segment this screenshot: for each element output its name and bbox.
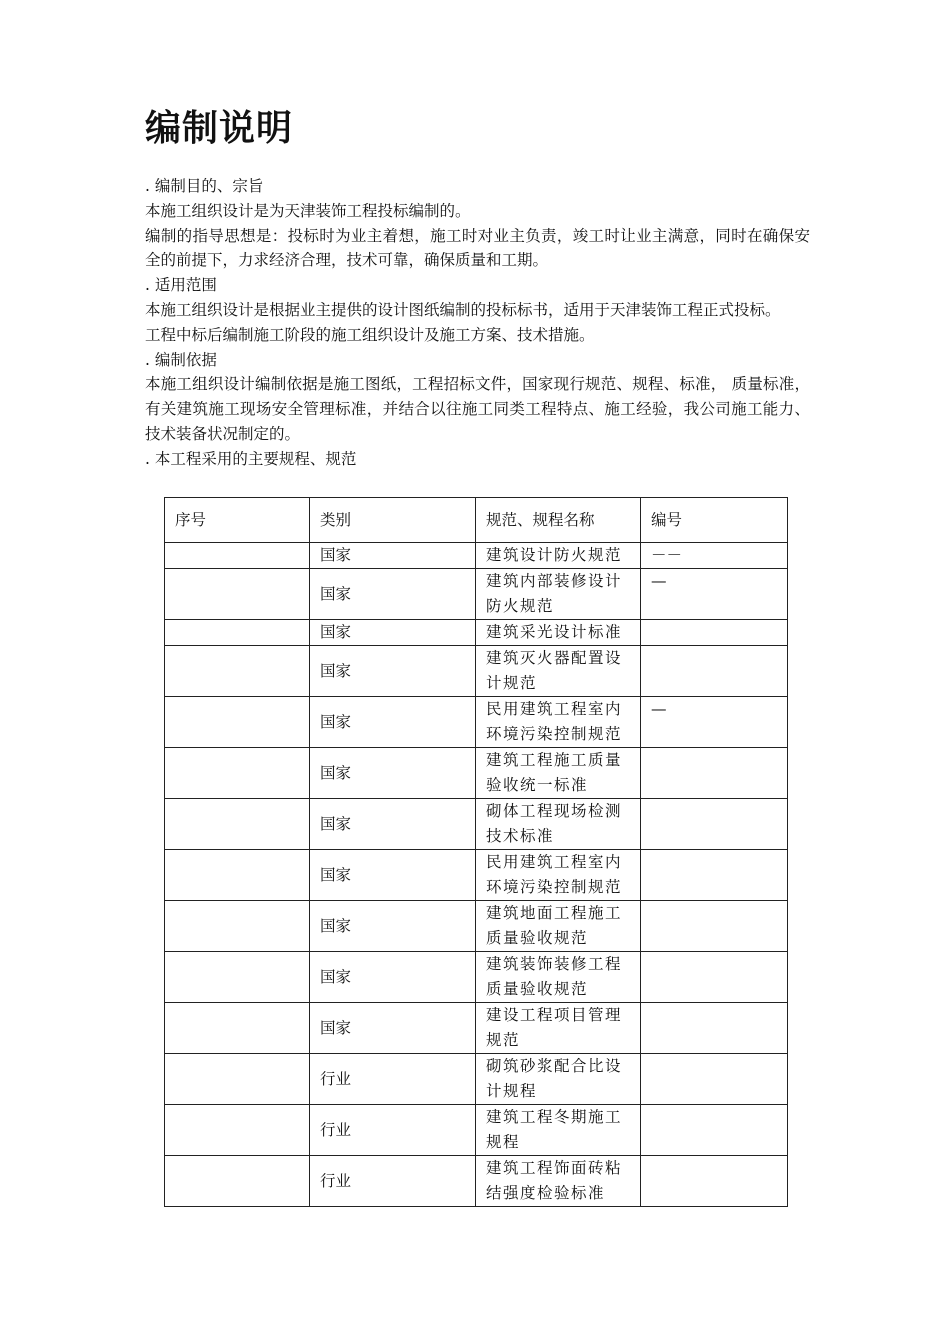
paragraph: 本施工组织设计编制依据是施工图纸，工程招标文件，国家现行规范、规程、标准， 质量标准，有关建筑施工现场安全管理标准，并结合以往施工同类工程特点、施工经验，我公司施工能力、技术装备状况制定的。: [145, 375, 810, 443]
section-heading-standards: . 本工程采用的主要规程、规范: [145, 449, 357, 468]
table-row: [165, 952, 788, 1003]
section-heading-purpose: . 编制目的、宗旨: [145, 177, 264, 195]
cell-category: 行业: [310, 1156, 476, 1207]
cell-name: 建筑灭火器配置设计规范: [476, 646, 641, 697]
cell-code: [641, 901, 788, 952]
cell-name: 建筑采光设计标准: [476, 620, 641, 646]
cell-code: [641, 646, 788, 697]
header-name: 规范、规程名称: [476, 498, 641, 543]
table-row: [165, 1156, 788, 1207]
cell-code: [641, 620, 788, 646]
cell-seq: [165, 1003, 310, 1054]
cell-seq: [165, 1054, 310, 1105]
table-row: [165, 1003, 788, 1054]
cell-seq: [165, 850, 310, 901]
paragraph: 本施工组织设计是根据业主提供的设计图纸编制的投标标书，适用于天津装饰工程正式投标。: [145, 300, 781, 319]
cell-name: 建筑内部装修设计防火规范: [476, 569, 641, 620]
cell-seq: [165, 697, 310, 748]
cell-code: [641, 799, 788, 850]
cell-category: 国家: [310, 952, 476, 1003]
paragraph: 编制的指导思想是：投标时为业主着想，施工时对业主负责，竣工时让业主满意，同时在确保安全的前提下，力求经济合理，技术可靠，确保质量和工期。: [145, 226, 810, 270]
cell-code: —: [641, 569, 788, 620]
cell-seq: [165, 1156, 310, 1207]
document-body: [145, 174, 810, 472]
cell-name: 建筑装饰装修工程质量验收规范: [476, 952, 641, 1003]
cell-code: －－: [641, 543, 788, 569]
table-row: [165, 901, 788, 952]
cell-code: [641, 748, 788, 799]
cell-seq: [165, 620, 310, 646]
table-row: [165, 620, 788, 646]
table-row: [165, 543, 788, 569]
header-code: 编号: [641, 498, 788, 543]
table-row: [165, 646, 788, 697]
table-row: [165, 1054, 788, 1105]
cell-category: 国家: [310, 901, 476, 952]
paragraph: 工程中标后编制施工阶段的施工组织设计及施工方案、技术措施。: [145, 325, 595, 344]
cell-seq: [165, 1105, 310, 1156]
cell-category: 国家: [310, 1003, 476, 1054]
cell-category: 国家: [310, 748, 476, 799]
cell-name: 建筑工程冬期施工规程: [476, 1105, 641, 1156]
cell-category: 行业: [310, 1054, 476, 1105]
section-heading-scope: . 适用范围: [145, 276, 217, 295]
cell-category: 行业: [310, 1105, 476, 1156]
cell-name: 建筑地面工程施工质量验收规范: [476, 901, 641, 952]
table-row: [165, 1105, 788, 1156]
cell-name: 民用建筑工程室内环境污染控制规范: [476, 850, 641, 901]
header-seq: 序号: [165, 498, 310, 543]
cell-code: [641, 1003, 788, 1054]
table-header-row: [165, 498, 788, 543]
cell-seq: [165, 901, 310, 952]
cell-category: 国家: [310, 543, 476, 569]
cell-category: 国家: [310, 646, 476, 697]
cell-seq: [165, 543, 310, 569]
standards-table: [164, 497, 788, 1207]
cell-seq: [165, 569, 310, 620]
page-title: 编制说明: [145, 108, 294, 149]
cell-code: [641, 850, 788, 901]
cell-name: 砌体工程现场检测技术标准: [476, 799, 641, 850]
section-heading-basis: . 编制依据: [145, 350, 217, 369]
table-row: [165, 569, 788, 620]
cell-category: 国家: [310, 569, 476, 620]
table-row: [165, 799, 788, 850]
header-category: 类别: [310, 498, 476, 543]
cell-name: 建筑工程施工质量验收统一标准: [476, 748, 641, 799]
cell-code: —: [641, 697, 788, 748]
cell-name: 建筑工程饰面砖粘结强度检验标准: [476, 1156, 641, 1207]
table-row: [165, 850, 788, 901]
cell-name: 砌筑砂浆配合比设计规程: [476, 1054, 641, 1105]
cell-name: 建设工程项目管理规范: [476, 1003, 641, 1054]
cell-seq: [165, 952, 310, 1003]
cell-seq: [165, 646, 310, 697]
table-row: [165, 748, 788, 799]
cell-code: [641, 1054, 788, 1105]
cell-category: 国家: [310, 697, 476, 748]
cell-code: [641, 1156, 788, 1207]
cell-category: 国家: [310, 799, 476, 850]
cell-category: 国家: [310, 850, 476, 901]
cell-category: 国家: [310, 620, 476, 646]
cell-seq: [165, 748, 310, 799]
cell-seq: [165, 799, 310, 850]
table-body: [165, 543, 788, 1207]
cell-name: 建筑设计防火规范: [476, 543, 641, 569]
paragraph: 本施工组织设计是为天津装饰工程投标编制的。: [145, 201, 471, 220]
table-row: [165, 697, 788, 748]
cell-code: [641, 952, 788, 1003]
cell-name: 民用建筑工程室内环境污染控制规范: [476, 697, 641, 748]
cell-code: [641, 1105, 788, 1156]
